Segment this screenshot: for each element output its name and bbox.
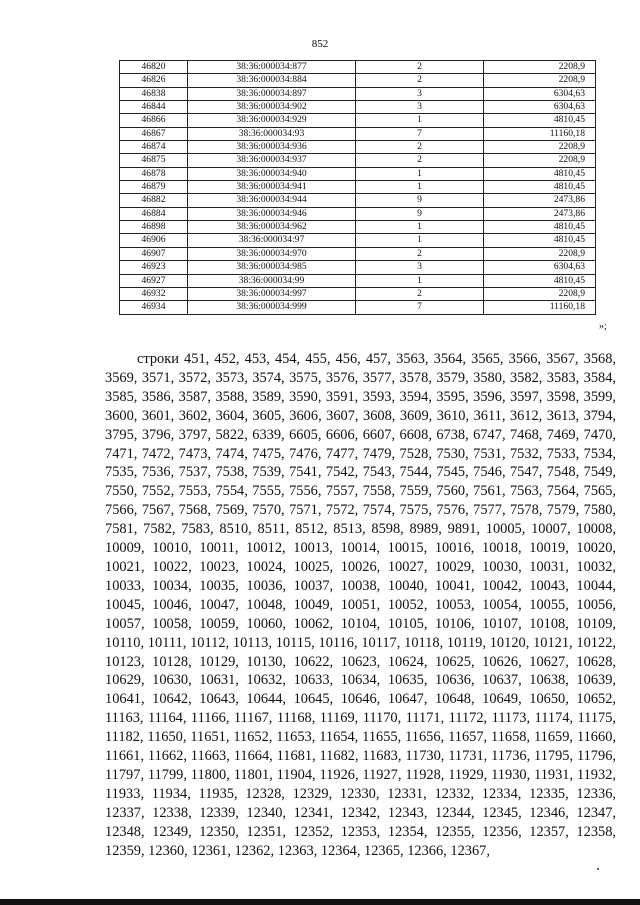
value-cell: 6304,63 [484, 101, 596, 114]
body-paragraph-text: строки 451, 452, 453, 454, 455, 456, 457, 3563, 3564, 3565, 3566, 3567, 3568, 3569, 3571, 3572, 3573, 3574, 3575, 3576, 3577, 3578, 3579, 3580, 3582, 3583, 3584, 3585, 3586, 3587, 3588, 3589, 3590, 3591, 3593, 3594, 3595, 3596, 3597, 3598, 3599, 3600, 3601, 3602, 3604, 3605, 3606, 3607, 3608, 3609, 3610, 3611, 3612, 3613, 3794, 3795, 3796, 3797, 5822, 6339, 6605, 6606, 6607, 6608, 6738, 6747, 7468, 7469, 7470, 7471, 7472, 7473, 7474, 7475, 7476, 7477, 7479, 7528, 7530, 7531, 7532, 7533, 7534, 7535, 7536, 7537, 7538, 7539, 7541, 7542, 7543, 7544, 7545, 7546, 7547, 7548, 7549, 7550, 7552, 7553, 7554, 7555, 7556, 7557, 7558, 7559, 7560, 7561, 7563, 7564, 7565, 7566, 7567, 7568, 7569, 7570, 7571, 7572, 7574, 7575, 7576, 7577, 7578, 7579, 7580, 7581, 7582, 7583, 8510, 8511, 8512, 8513, 8598, 8989, 9891, 10005, 10007, 10008, 10009, 10010, 10011, 10012, 10013, 10014, 10015, 10016, 10018, 10019, 10020, 10021, 10022, 10023, 10024, 10025, 10026, 10027, 10029, 10030, 10031, 10032, 10033, 10034, 10035, 10036, 10037, 10038, 10040, 10041, 10042, 10043, 10044, 10045, 10046, 10047, 10048, 10049, 10051, 10052, 10053, 10054, 10055, 10056, 10057, 10058, 10059, 10060, 10062, 10104, 10105, 10106, 10107, 10108, 10109, 10110, 10111, 10112, 10113, 10115, 10116, 10117, 10118, 10119, 10120, 10121, 10122, 10123, 10128, 10129, 10130, 10622, 10623, 10624, 10625, 10626, 10627, 10628, 10629, 10630, 10631, 10632, 10633, 10634, 10635, 10636, 10637, 10638, 10639, 10641, 10642, 10643, 10644, 10645, 10646, 10647, 10648, 10649, 10650, 10652, 11163, 11164, 11166, 11167, 11168, 11169, 11170, 11171, 11172, 11173, 11174, 11175, 11182, 11650, 11651, 11652, 11653, 11654, 11655, 11656, 11657, 11658, 11659, 11660, 11661, 11662, 11663, 11664, 11681, 11682, 11683, 11730, 11731, 11736, 11795, 11796, 11797, 11799, 11800, 11801, 11904, 11926, 11927, 11928, 11929, 11930, 11931, 11932, 11933, 11934, 11935, 12328, 12329, 12330, 12331, 12332, 12334, 12335, 12336, 12337, 12338, 12339, 12340, 12341, 12342, 12343, 12344, 12345, 12346, 12347, 12348, 12349, 12350, 12351, 12352, 12353, 12354, 12355, 12356, 12357, 12358, 12359, 12360, 12361, 12362, 12363, 12364, 12365, 12366, 12367, [105, 351, 616, 859]
count-cell: 2 [356, 247, 484, 260]
value-cell: 2208,9 [484, 61, 596, 74]
table-row [120, 127, 596, 140]
cadastral-number-cell: 38:36:000034:937 [188, 154, 356, 167]
count-cell: 7 [356, 301, 484, 314]
row-id-cell: 46932 [120, 287, 188, 300]
row-id-cell: 46866 [120, 114, 188, 127]
row-id-cell: 46882 [120, 194, 188, 207]
value-cell: 2473,86 [484, 194, 596, 207]
table-row [120, 154, 596, 167]
cadastral-number-cell: 38:36:000034:941 [188, 181, 356, 194]
body-paragraph [105, 350, 616, 860]
page-number: 852 [311, 38, 329, 50]
table-row [120, 194, 596, 207]
table-row [120, 114, 596, 127]
count-cell: 2 [356, 141, 484, 154]
count-cell: 1 [356, 234, 484, 247]
count-cell: 1 [356, 274, 484, 287]
count-cell: 3 [356, 87, 484, 100]
row-id-cell: 46927 [120, 274, 188, 287]
row-id-cell: 46898 [120, 221, 188, 234]
data-table-container [119, 60, 596, 315]
cadastral-number-cell: 38:36:000034:940 [188, 167, 356, 180]
count-cell: 1 [356, 167, 484, 180]
count-cell: 9 [356, 207, 484, 220]
cadastral-number-cell: 38:36:000034:997 [188, 287, 356, 300]
count-cell: 1 [356, 114, 484, 127]
count-cell: 2 [356, 61, 484, 74]
row-id-cell: 46923 [120, 261, 188, 274]
value-cell: 4810,45 [484, 181, 596, 194]
cadastral-number-cell: 38:36:000034:93 [188, 127, 356, 140]
value-cell: 2473,86 [484, 207, 596, 220]
value-cell: 2208,9 [484, 154, 596, 167]
count-cell: 3 [356, 261, 484, 274]
table-row [120, 247, 596, 260]
value-cell: 4810,45 [484, 274, 596, 287]
data-table [119, 60, 596, 315]
row-id-cell: 46826 [120, 74, 188, 87]
row-id-cell: 46934 [120, 301, 188, 314]
table-row [120, 61, 596, 74]
cadastral-number-cell: 38:36:000034:944 [188, 194, 356, 207]
data-table-body [120, 61, 596, 315]
cadastral-number-cell: 38:36:000034:985 [188, 261, 356, 274]
row-id-cell: 46844 [120, 101, 188, 114]
row-id-cell: 46875 [120, 154, 188, 167]
table-row [120, 141, 596, 154]
cadastral-number-cell: 38:36:000034:946 [188, 207, 356, 220]
count-cell: 2 [356, 287, 484, 300]
table-row [120, 207, 596, 220]
value-cell: 2208,9 [484, 141, 596, 154]
table-row [120, 181, 596, 194]
value-cell: 2208,9 [484, 287, 596, 300]
table-row [120, 101, 596, 114]
cadastral-number-cell: 38:36:000034:970 [188, 247, 356, 260]
cadastral-number-cell: 38:36:000034:884 [188, 74, 356, 87]
count-cell: 7 [356, 127, 484, 140]
cadastral-number-cell: 38:36:000034:897 [188, 87, 356, 100]
cadastral-number-cell: 38:36:000034:902 [188, 101, 356, 114]
table-row [120, 167, 596, 180]
cadastral-number-cell: 38:36:000034:97 [188, 234, 356, 247]
row-id-cell: 46906 [120, 234, 188, 247]
count-cell: 2 [356, 74, 484, 87]
table-row [120, 234, 596, 247]
cadastral-number-cell: 38:36:000034:936 [188, 141, 356, 154]
value-cell: 4810,45 [484, 167, 596, 180]
value-cell: 2208,9 [484, 247, 596, 260]
value-cell: 4810,45 [484, 221, 596, 234]
table-row [120, 261, 596, 274]
table-row [120, 287, 596, 300]
count-cell: 1 [356, 221, 484, 234]
table-row [120, 301, 596, 314]
table-closing-mark: »; [599, 321, 607, 332]
table-row [120, 74, 596, 87]
row-id-cell: 46874 [120, 141, 188, 154]
cadastral-number-cell: 38:36:000034:929 [188, 114, 356, 127]
value-cell: 4810,45 [484, 234, 596, 247]
scan-bottom-edge [0, 899, 640, 905]
value-cell: 2208,9 [484, 74, 596, 87]
row-id-cell: 46867 [120, 127, 188, 140]
count-cell: 3 [356, 101, 484, 114]
table-row [120, 221, 596, 234]
count-cell: 9 [356, 194, 484, 207]
value-cell: 6304,63 [484, 87, 596, 100]
row-id-cell: 46907 [120, 247, 188, 260]
table-row [120, 274, 596, 287]
value-cell: 4810,45 [484, 114, 596, 127]
row-id-cell: 46820 [120, 61, 188, 74]
value-cell: 11160,18 [484, 127, 596, 140]
count-cell: 1 [356, 181, 484, 194]
cadastral-number-cell: 38:36:000034:999 [188, 301, 356, 314]
table-row [120, 87, 596, 100]
value-cell: 11160,18 [484, 301, 596, 314]
cadastral-number-cell: 38:36:000034:962 [188, 221, 356, 234]
row-id-cell: 46878 [120, 167, 188, 180]
row-id-cell: 46838 [120, 87, 188, 100]
row-id-cell: 46879 [120, 181, 188, 194]
value-cell: 6304,63 [484, 261, 596, 274]
cadastral-number-cell: 38:36:000034:877 [188, 61, 356, 74]
scan-speck [597, 868, 599, 870]
row-id-cell: 46884 [120, 207, 188, 220]
count-cell: 2 [356, 154, 484, 167]
cadastral-number-cell: 38:36:000034:99 [188, 274, 356, 287]
